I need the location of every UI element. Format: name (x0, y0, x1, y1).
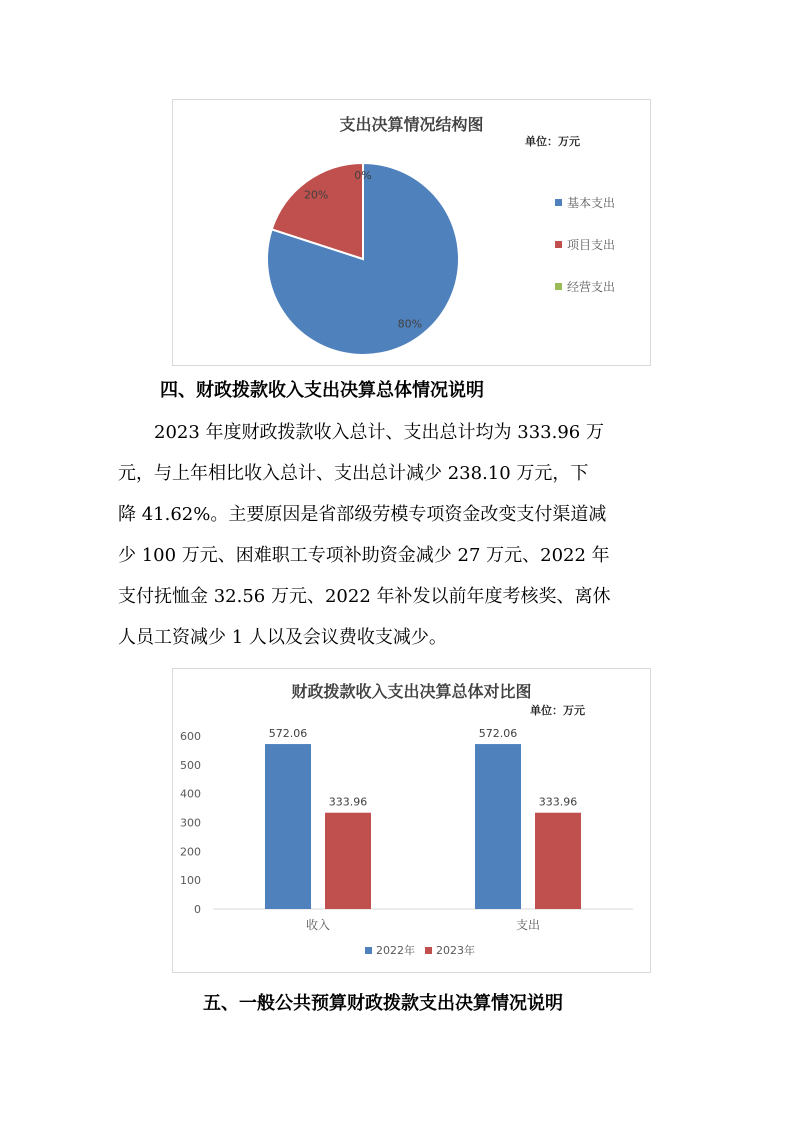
y-tick-label: 200 (180, 845, 201, 859)
legend-swatch (365, 947, 372, 954)
y-tick-label: 400 (180, 787, 201, 801)
bar-chart-plot (173, 669, 650, 972)
bar-data-label: 572.06 (268, 727, 308, 741)
y-tick-label: 0 (194, 903, 201, 916)
legend-item (555, 194, 615, 211)
pie-chart-unit: 单位：万元 (525, 135, 580, 148)
x-tick-label: 支出 (515, 918, 541, 932)
legend-swatch (555, 241, 562, 248)
legend-label: 项目支出 (567, 238, 616, 252)
x-tick-label: 收入 (305, 918, 331, 932)
legend-item (555, 236, 615, 253)
pie-chart-legend (555, 194, 615, 320)
y-tick-label: 300 (180, 816, 201, 830)
section-5-heading: 五、一般公共预算财政拨款支出决算情况说明 (203, 993, 563, 1014)
section-4-heading: 四、财政拨款收入支出决算总体情况说明 (160, 380, 484, 401)
legend-label: 经营支出 (567, 280, 616, 294)
pie-data-label: 80% (397, 317, 423, 331)
paragraph-line: 支付抚恤金 32.56 万元、2022 年补发以前年度考核奖、离休 (118, 586, 611, 607)
comparison-bar-chart (172, 668, 651, 973)
pie-data-label: 20% (303, 188, 329, 202)
bar-data-label: 333.96 (328, 795, 368, 809)
pie-data-label: 0% (354, 169, 372, 182)
bar-data-label: 572.06 (478, 727, 518, 741)
bar (265, 744, 311, 909)
bar-chart-unit: 单位：万元 (530, 704, 585, 717)
legend-item (555, 278, 615, 295)
y-tick-label: 600 (180, 730, 201, 743)
bar (535, 813, 581, 909)
structure-pie-chart (172, 99, 651, 366)
section-4-paragraph (118, 412, 678, 658)
paragraph-line: 降 41.62%。主要原因是省部级劳模专项资金改变支付渠道减 (118, 504, 607, 525)
legend-swatch (425, 947, 432, 954)
paragraph-line: 人员工资减少 1 人以及会议费收支减少。 (118, 627, 447, 648)
pie-chart-title: 支出决算情况结构图 (339, 115, 484, 134)
paragraph-line: 元，与上年相比收入总计、支出总计减少 238.10 万元，下 (118, 463, 589, 484)
legend-label: 2023年 (436, 944, 475, 957)
legend-swatch (555, 199, 562, 206)
y-tick-label: 500 (180, 758, 201, 772)
legend-swatch (555, 283, 562, 290)
paragraph-line: 少 100 万元、困难职工专项补助资金减少 27 万元、2022 年 (118, 545, 610, 566)
bar-data-label: 333.96 (538, 795, 578, 809)
legend-label: 2022年 (376, 944, 415, 957)
legend-label: 基本支出 (567, 196, 616, 210)
bar (325, 813, 371, 909)
bar-chart-title: 财政拨款收入支出决算总体对比图 (291, 682, 532, 701)
bar (475, 744, 521, 909)
paragraph-line: 2023 年度财政拨款收入总计、支出总计均为 333.96 万 (154, 422, 604, 443)
y-tick-label: 100 (180, 874, 201, 888)
